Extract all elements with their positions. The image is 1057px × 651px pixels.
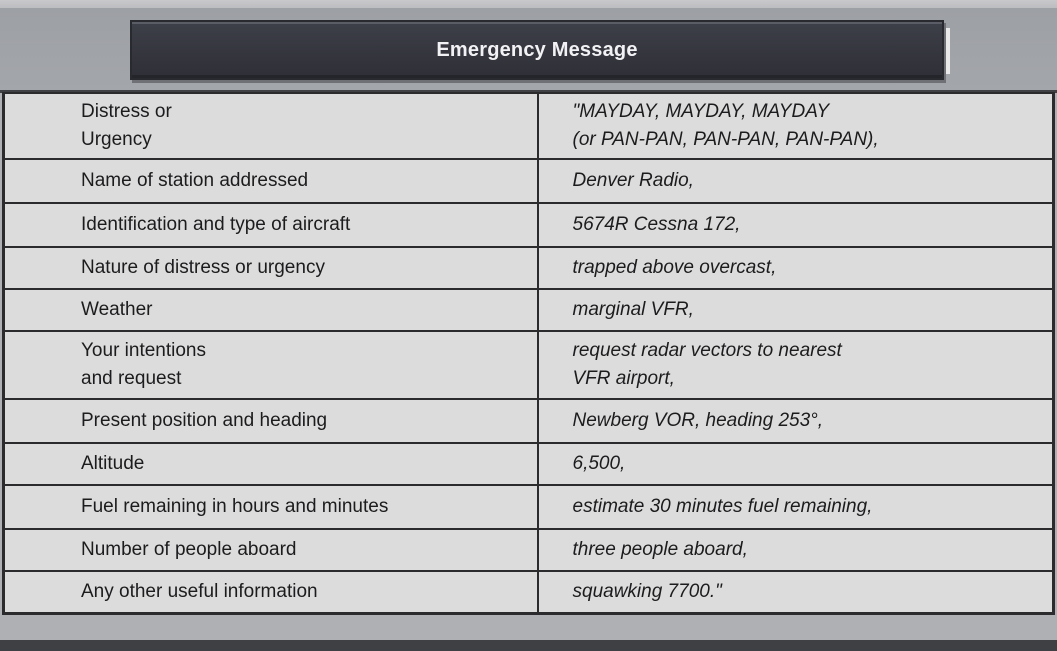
table-row: [4, 247, 1054, 289]
row-label: Number of people aboard: [4, 529, 538, 571]
table-row: [4, 571, 1054, 613]
row-label: Name of station addressed: [4, 159, 538, 203]
page-title: Emergency Message: [436, 38, 638, 61]
row-label: Nature of distress or urgency: [4, 247, 538, 289]
label-line: Distress or: [81, 101, 172, 122]
row-label: Weather: [4, 289, 538, 331]
row-value: trapped above overcast,: [538, 247, 1054, 289]
value-line: (or PAN-PAN, PAN-PAN, PAN-PAN),: [572, 129, 879, 150]
row-value: 5674R Cessna 172,: [538, 203, 1054, 247]
row-value: squawking 7700.": [538, 571, 1054, 613]
label-line: and request: [81, 368, 182, 389]
table-row: [4, 203, 1054, 247]
row-label: [4, 331, 538, 399]
bottom-border: [0, 640, 1057, 651]
table-row: [4, 159, 1054, 203]
table-row: [4, 485, 1054, 529]
row-label: Present position and heading: [4, 399, 538, 443]
emergency-message-table: [2, 92, 1055, 615]
label-line: Your intentions: [81, 340, 207, 361]
row-label: Altitude: [4, 443, 538, 485]
table-row: [4, 443, 1054, 485]
title-plate: [130, 20, 944, 80]
row-label: Identification and type of aircraft: [4, 203, 538, 247]
table-row: [4, 529, 1054, 571]
value-line: VFR airport,: [572, 368, 675, 389]
label-line: Urgency: [81, 129, 152, 150]
row-value: [538, 93, 1054, 159]
row-label: Any other useful information: [4, 571, 538, 613]
value-line: request radar vectors to nearest: [572, 340, 842, 361]
row-label: Fuel remaining in hours and minutes: [4, 485, 538, 529]
row-value: three people aboard,: [538, 529, 1054, 571]
row-value: Denver Radio,: [538, 159, 1054, 203]
title-plate-highlight: [946, 28, 950, 74]
table-row: [4, 93, 1054, 159]
table-row: [4, 289, 1054, 331]
row-value: [538, 331, 1054, 399]
row-value: estimate 30 minutes fuel remaining,: [538, 485, 1054, 529]
row-value: 6,500,: [538, 443, 1054, 485]
row-value: marginal VFR,: [538, 289, 1054, 331]
row-label: [4, 93, 538, 159]
value-line: "MAYDAY, MAYDAY, MAYDAY: [572, 101, 830, 122]
table-row: [4, 331, 1054, 399]
table-row: [4, 399, 1054, 443]
row-value: Newberg VOR, heading 253°,: [538, 399, 1054, 443]
